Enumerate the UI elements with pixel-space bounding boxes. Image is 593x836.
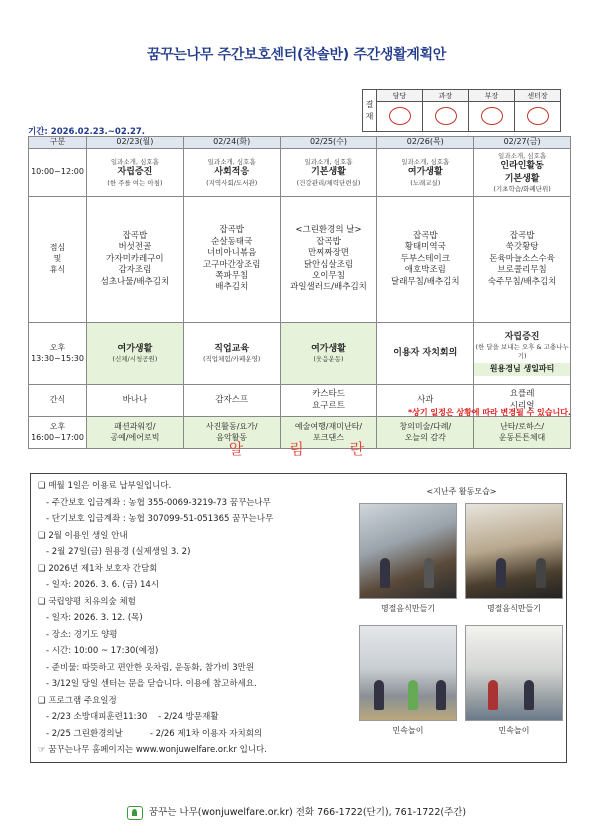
activity-photo	[359, 503, 457, 599]
notice-line: - 시간: 10:00 ~ 17:30(예정)	[46, 646, 159, 656]
approval-role: 과장	[423, 90, 469, 102]
notice-line: ❑ 매월 1일은 이용료 납부일입니다.	[38, 481, 172, 491]
menu-item: 황태미역국	[404, 242, 446, 253]
notice-line: - 일자: 2026. 3. 12. (목)	[46, 613, 143, 623]
birthday-party: 원용경님 생일파티	[474, 363, 570, 376]
menu-item: 닭안심살조림	[303, 259, 354, 270]
photo-caption: 민속놀이	[392, 726, 424, 735]
menu-cell	[280, 197, 377, 323]
activity-title: 기본생활	[504, 173, 540, 184]
menu-item: 숙주무침/배추김치	[487, 276, 557, 287]
approval-seal	[469, 102, 515, 132]
activity-photo	[465, 503, 563, 599]
row-label: 간식	[29, 385, 87, 417]
seal-icon	[481, 107, 503, 125]
header-cell: 02/25(수)	[280, 137, 377, 149]
activity-title: 여가생활	[311, 344, 346, 355]
header-cell: 02/26(목)	[377, 137, 474, 149]
menu-item: 너비아니볶음	[207, 248, 257, 259]
header-cell: 02/24(화)	[183, 137, 280, 149]
photos-caption: <지난주 활동모습>	[426, 487, 497, 496]
activity-photos	[359, 486, 564, 745]
photo-caption: 명절음식만들기	[380, 604, 436, 613]
header-cell: 02/23(월)	[87, 137, 184, 149]
seal-icon	[389, 107, 411, 125]
notice-line: - 일자: 2026. 3. 6. (금) 14시	[46, 580, 159, 590]
club-item: 음악활동	[216, 432, 248, 442]
menu-cell	[474, 197, 571, 323]
menu-item: 잡곡밥	[412, 230, 438, 241]
photo-caption: 민속놀이	[498, 726, 530, 735]
notice-board	[30, 473, 567, 763]
approval-role: 부장	[469, 90, 515, 102]
menu-item: 돈육마늘소스수육	[489, 253, 555, 264]
menu-item: 가자미카레구이	[106, 253, 164, 264]
snack-item: 시리얼	[509, 400, 535, 411]
club-item: 난타/로하스/	[500, 421, 545, 431]
menu-item: 쑥갓황탕	[505, 242, 539, 253]
club-item: 패션과워킹/	[114, 421, 156, 431]
activity-photo	[465, 625, 563, 721]
notice-line: ❑ 2월 이용인 생일 안내	[38, 530, 128, 541]
approval-label: 결 재	[363, 90, 377, 132]
snack-item: 감자스프	[215, 394, 249, 405]
menu-item: 두부스테이크	[400, 253, 450, 264]
header-cell: 구분	[29, 137, 87, 149]
club-item: 사진활동/요가/	[205, 421, 258, 431]
menu-cell	[183, 197, 280, 323]
notice-line: - 주간보호 입금계좌 : 농협 355-0069-3219-73 꿈꾸는나무	[46, 497, 271, 508]
menu-item: 잡곡밥	[122, 230, 148, 241]
activity-title: 인라인활동	[500, 161, 544, 172]
notice-line: - 2/25 그린환경의날 - 2/26 제1차 이용자 자치회의	[46, 728, 263, 739]
menu-item: <그린환경의 날>	[295, 225, 362, 236]
schedule-cell	[377, 149, 474, 197]
schedule-table	[28, 136, 571, 449]
row-label: 점심 및 휴식	[29, 197, 87, 323]
activity-title: 이용자 자치회의	[393, 348, 458, 359]
menu-item: 잡곡밥	[316, 236, 341, 247]
schedule-cell	[280, 149, 377, 197]
seal-icon	[527, 107, 549, 125]
schedule-cell	[377, 323, 474, 385]
photo-caption: 명절음식만들기	[486, 604, 542, 613]
snack-item: 요플레	[509, 389, 535, 400]
activity-title: 직업교육	[214, 344, 250, 355]
approval-role: 담당	[377, 90, 423, 102]
row-label: 10:00~12:00	[29, 149, 87, 197]
notice-line: - 3/12일 당일 센터는 문을 닫습니다. 이용에 참고하세요.	[46, 679, 257, 689]
notice-line: - 2월 27일(금) 원용경 (실제생일 3. 2)	[46, 547, 191, 557]
notice-line: ❑ 프로그램 주요일정	[38, 695, 117, 706]
notice-line: - 단기보호 입금계좌 : 농협 307099-51-051365 꿈꾸는나무	[46, 514, 274, 524]
club-item: 공예/에어로빅	[110, 432, 160, 442]
seal-icon	[435, 107, 457, 125]
menu-item: 브로콜리무침	[497, 265, 547, 276]
notice-list	[38, 478, 358, 759]
notice-board-title: 알림란	[228, 440, 411, 458]
notice-line: ☞ 꿈꾸는나무 홈페이지는 www.wonjuwelfare.or.kr 입니다.	[38, 745, 267, 755]
schedule-cell	[183, 149, 280, 197]
club-item: 포크댄스	[313, 432, 344, 442]
activity-detail: (한 달을 보내는 오후 & 고충나누기)	[475, 342, 569, 360]
footer: 꿈꾸는 나무(wonjuwelfare.or.kr) 전화 766-1722(단기), 761-1722(주간)	[0, 804, 593, 820]
tree-logo-icon	[127, 806, 143, 820]
club-item: 예술여행/재미난타/	[294, 421, 363, 431]
notice-line: ❑ 국립양평 치유의숲 체험	[38, 596, 136, 607]
club-item: 창의미술/다례/	[399, 421, 452, 431]
schedule-notice: *상기 일정은 상황에 따라 변경될 수 있습니다.	[407, 408, 571, 417]
approval-role: 센터장	[515, 90, 561, 102]
activity-title: 사회적응	[214, 167, 250, 178]
activity-intro: 일과소개, 심호흡	[498, 151, 547, 160]
schedule-cell	[87, 323, 184, 385]
approval-seal	[423, 102, 469, 132]
menu-cell	[377, 197, 474, 323]
activity-detail: (웃음운동)	[313, 355, 344, 364]
activity-intro: 일과소개, 심호흡	[401, 157, 450, 166]
activity-detail: (지역사회/도서관)	[206, 178, 258, 187]
snack-item: 바나나	[122, 394, 148, 405]
activity-photo	[359, 625, 457, 721]
activity-intro: 일과소개, 심호흡	[110, 157, 159, 166]
approval-seal	[377, 102, 423, 132]
activity-intro: 일과소개, 심호흡	[207, 157, 256, 166]
menu-cell	[87, 197, 184, 323]
menu-item: 애호박조림	[404, 265, 446, 276]
menu-item: 고구마간장조림	[202, 259, 261, 270]
menu-item: 잡곡밥	[219, 225, 245, 236]
schedule-cell	[474, 149, 571, 197]
activity-detail: (한 주를 여는 아침)	[107, 178, 163, 187]
row-label: 오후 13:30~15:30	[29, 323, 87, 385]
row-label: 오후 16:00~17:00	[29, 417, 87, 449]
menu-item: 잡곡밥	[509, 230, 535, 241]
notice-line: - 장소: 경기도 양평	[46, 629, 118, 640]
notice-line: - 준비물: 따뜻하고 편안한 옷차림, 운동화, 참가비 3만원	[46, 662, 255, 673]
approval-seal	[515, 102, 561, 132]
snack-cell	[183, 385, 280, 417]
notice-line: ❑ 2026년 제1차 보호자 간담회	[38, 563, 158, 574]
snack-item: 카스타드	[312, 389, 345, 400]
period: 기간: 2026.02.23.~02.27.	[28, 127, 146, 137]
activity-detail: (노래교실)	[410, 178, 441, 187]
snack-cell	[280, 385, 377, 417]
notice-line: - 2/23 소방대피훈련11:30 - 2/24 방문재활	[46, 712, 219, 722]
activity-detail: (기초학습/화폐단위)	[493, 184, 551, 193]
schedule-cell	[280, 323, 377, 385]
menu-item: 과일샐러드/배추김치	[290, 282, 367, 293]
activity-detail: (신체/시청공원)	[112, 355, 158, 364]
club-item: 운동튼튼체대	[498, 432, 546, 442]
menu-item: 쪽파무침	[215, 270, 249, 281]
menu-item: 감자조림	[118, 265, 152, 276]
activity-detail: (건강관리/체력단련실)	[296, 178, 361, 187]
menu-item: 버섯전골	[118, 242, 152, 253]
menu-item: 만찌짜장면	[307, 248, 350, 259]
activity-intro: 일과소개, 심호흡	[304, 157, 353, 166]
menu-item: 배추김치	[215, 282, 249, 293]
header-cell: 02/27(금)	[474, 137, 571, 149]
menu-item: 달래무침/배추김치	[391, 276, 460, 287]
approval-box	[362, 89, 561, 132]
schedule-cell	[474, 323, 571, 385]
snack-item: 사과	[417, 394, 434, 405]
club-item: 오늘의 감각	[404, 432, 446, 442]
activity-title: 여가생활	[117, 344, 153, 355]
menu-item: 순살동태국	[211, 236, 253, 247]
page-title: 꿈꾸는나무 주간보호센터(찬솔반) 주간생활계획안	[146, 47, 447, 63]
menu-item: 섬초나물/배추김치	[100, 276, 170, 287]
menu-item: 오이무침	[312, 270, 345, 281]
snack-item: 요구르트	[312, 400, 345, 411]
activity-detail: (직업체험/카페운영)	[202, 355, 261, 364]
schedule-cell	[183, 323, 280, 385]
snack-cell	[87, 385, 184, 417]
activity-title: 자립증진	[117, 167, 153, 178]
activity-title: 자립증진	[504, 331, 540, 342]
activity-title: 여가생활	[407, 167, 443, 178]
schedule-cell	[87, 149, 184, 197]
activity-title: 기본생활	[311, 167, 346, 178]
